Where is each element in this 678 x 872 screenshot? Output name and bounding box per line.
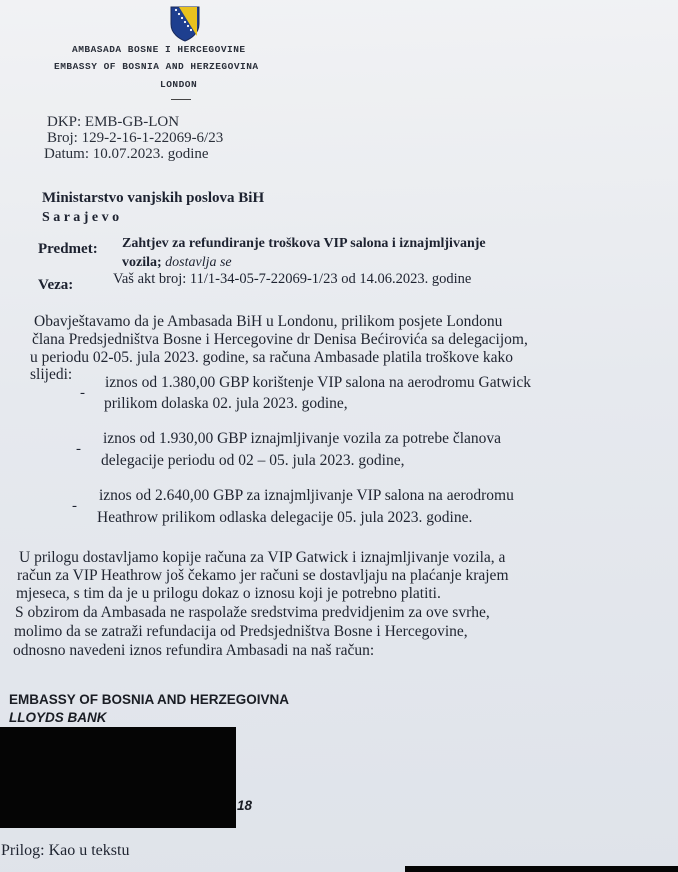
recipient-ministry: Ministarstvo vanjskih poslova BiH [42, 190, 265, 206]
closing-line-5: molimo da se zatraži refundacija od Predsjedništva Bosne i Hercegovine, [14, 623, 468, 640]
predmet-label: Predmet: [38, 241, 98, 257]
bank-account-name: EMBASSY OF BOSNIA AND HERZEGOIVNA [9, 692, 290, 707]
broj-line: Broj: 129-2-16-1-22069-6/23 [47, 130, 224, 146]
intro-line-1: Obavještavamo da je Ambasada BiH u Londonu, prilikom posjete Londonu [34, 313, 503, 330]
datum-line: Datum: 10.07.2023. godine [44, 146, 209, 162]
item-3-bullet: - [72, 498, 77, 514]
header-divider [171, 99, 191, 100]
attachment-line: Prilog: Kao u tekstu [1, 842, 130, 859]
item-1-line-2: prilikom dolaska 02. jula 2023. godine, [104, 395, 348, 412]
item-3-line-2: Heathrow prilikom odlaska delegacije 05. jula 2023. godine. [97, 509, 473, 526]
dkp-line: DKP: EMB-GB-LON [47, 114, 180, 130]
embassy-header-line1: AMBASADA BOSNE I HERCEGOVINE [72, 44, 246, 55]
bank-fragment: 18 [237, 798, 253, 813]
predmet-text-italic: dostavlja se [165, 255, 232, 270]
closing-line-1: U prilogu dostavljamo kopije računa za VIP Gatwick i iznajmljivanje vozila, a [19, 549, 506, 566]
closing-line-2: račun za VIP Heathrow još čekamo jer računi se dostavljaju na plaćanje krajem [17, 567, 509, 584]
closing-line-4: S obzirom da Ambasada ne raspolaže sredstvima predvidjenim za ove svrhe, [15, 604, 490, 621]
item-2-bullet: - [76, 441, 81, 457]
item-2-line-2: delegacije periodu od 02 – 05. jula 2023. godine, [101, 452, 405, 469]
coat-of-arms-icon [170, 6, 200, 42]
item-1-line-1: iznos od 1.380,00 GBP korištenje VIP salona na aerodromu Gatwick [105, 374, 532, 391]
closing-line-6: odnosno navedeni iznos refundira Ambasadi na naš račun: [13, 642, 375, 659]
item-2-line-1: iznos od 1.930,00 GBP iznajmljivanje vozila za potrebe članova [103, 430, 502, 447]
redaction-block [0, 727, 236, 828]
predmet-text-cont [122, 255, 232, 271]
veza-label: Veza: [38, 277, 74, 293]
item-1-bullet: - [80, 385, 85, 401]
item-3-line-1: iznos od 2.640,00 GBP za iznajmljivanje VIP salona na aerodromu [99, 487, 514, 504]
intro-line-2: člana Predsjedništva Bosne i Hercegovine dr Denisa Bećirovića sa delegacijom, [32, 331, 528, 348]
embassy-header-line2: EMBASSY OF BOSNIA AND HERZEGOVINA [54, 61, 259, 72]
recipient-city: S a r a j e v o [42, 210, 120, 225]
intro-line-3: u periodu 02-05. jula 2023. godine, sa računa Ambasade platila troškove kako [30, 349, 513, 366]
veza-text: Vaš akt broj: 11/1-34-05-7-22069-1/23 od 14.06.2023. godine [113, 271, 472, 287]
redaction-edge [405, 866, 678, 872]
bank-name: LLOYDS BANK [9, 710, 107, 725]
closing-line-3: mjeseca, s tim da je u prilogu dokaz o iznosu koji je potrebno platiti. [16, 585, 441, 602]
predmet-text-bold: vozila; [122, 255, 162, 270]
predmet-text: Zahtjev za refundiranje troškova VIP salona i iznajmljivanje [122, 236, 486, 251]
embassy-header-city: LONDON [160, 79, 198, 90]
intro-line-4: slijedi: [30, 366, 73, 383]
